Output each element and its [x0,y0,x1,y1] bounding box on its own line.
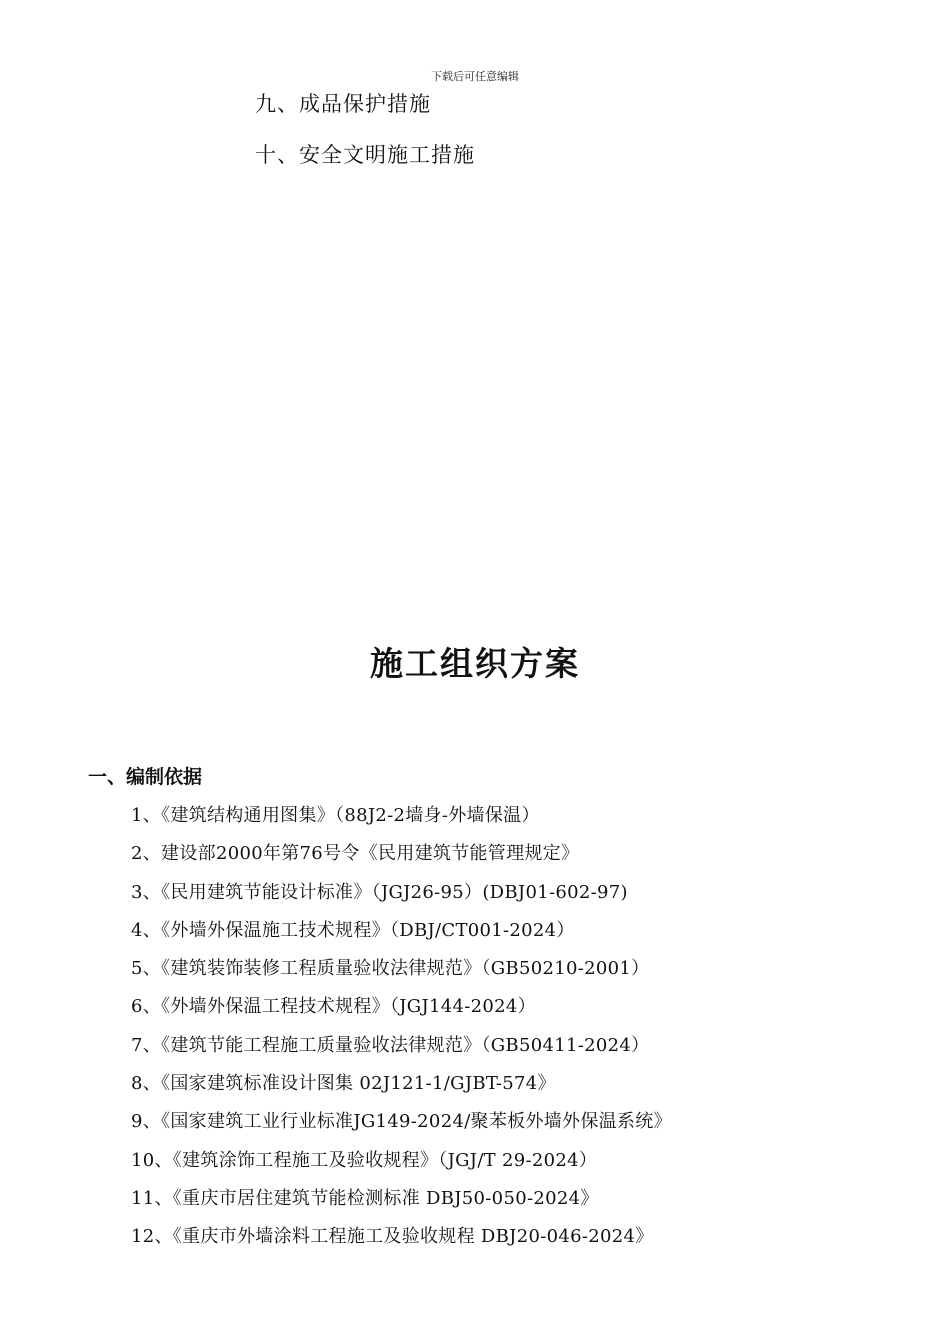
reference-item: 5、《建筑装饰装修工程质量验收法律规范》（GB50210-2001） [131,958,650,980]
reference-item: 2、建设部2000年第76号令《民用建筑节能管理规定》 [131,843,580,865]
reference-item: 6、《外墙外保温工程技术规程》（JGJ144-2024） [131,996,536,1018]
document-title: 施工组织方案 [370,644,580,683]
reference-item: 9、《国家建筑工业行业标准JG149-2024/聚苯板外墙外保温系统》 [131,1111,672,1133]
toc-item-finished-product-protection: 九、成品保护措施 [255,92,431,116]
reference-item: 3、《民用建筑节能设计标准》（JGJ26-95）(DBJ01-602-97) [131,881,628,903]
toc-item-safety-civilized-construction: 十、安全文明施工措施 [255,143,475,167]
section-heading: 一、编制依据 [88,766,203,788]
reference-list [131,797,672,1257]
reference-item: 4、《外墙外保温施工技术规程》（DBJ/CT001-2024） [131,919,575,941]
reference-item: 11、《重庆市居住建筑节能检测标准 DBJ50-050-2024》 [131,1187,599,1209]
reference-item: 10、《建筑涂饰工程施工及验收规程》（JGJ/T 29-2024） [131,1149,598,1171]
reference-item: 1、《建筑结构通用图集》（88J2-2墙身-外墙保温） [131,805,540,826]
reference-item: 8、《国家建筑标准设计图集 02J121-1/GJBT-574》 [131,1073,556,1095]
reference-item: 12、《重庆市外墙涂料工程施工及验收规程 DBJ20-046-2024》 [131,1226,654,1248]
reference-item: 7、《建筑节能工程施工质量验收法律规范》（GB50411-2024） [131,1034,650,1056]
header-note: 下载后可任意编辑 [431,70,519,83]
